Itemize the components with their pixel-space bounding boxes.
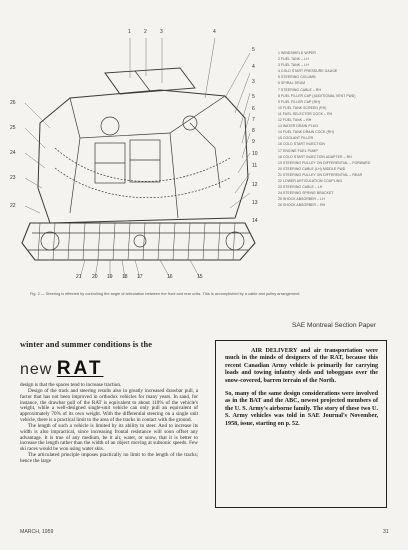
legend-item: 5 STEERING COLUMN [278,75,316,80]
vehicle-cutaway-illustration [10,28,270,283]
body-paragraph: design is that the spaces tend to increase traction. [20,382,122,388]
callout-number: 4 [252,64,255,70]
callout-number: 4 [213,29,216,35]
callout-number: 11 [252,163,258,169]
callout-number: 6 [252,106,255,112]
callout-number: 14 [252,218,258,224]
callout-number: 22 [10,203,16,209]
callout-number: 12 [252,182,258,188]
footer-date: MARCH, 1959 [20,529,54,535]
title-word-rat: RAT [56,358,104,379]
legend-item: 8 FUEL FILLER CAP (ADDITIONAL VENT FWD) [278,93,356,98]
legend-item: 18 COLD START INJECTION ADAPTER – RH [278,154,352,159]
callouts-top [10,28,270,40]
article-body [20,383,198,465]
legend-item: 2 FUEL TANK – LH [278,57,309,62]
article-title [20,358,103,380]
legend-item: 13 WATER DRAIN PLUG [278,124,319,129]
headline-kicker: winter and summer conditions is the [20,340,153,349]
legend-item: 17 ENGINE FUEL PUMP [278,148,318,153]
legend-item: 10 FUEL TANK SCREEN (RH) [278,105,327,110]
callout-number: 20 [92,274,98,280]
callout-number: 26 [10,100,16,106]
legend-item: 20 STEERING CABLE (LH) MIDDLE FWD [278,166,346,171]
legend-item: 6 SPIRAL DRUM [278,81,306,86]
sidebar-paragraph: AIR DELIVERY and air transportation were much in the minds of designers of the RAT, because this recent Canadian Army vehicle is primarily for carrying loads and towing infantry sleds and toboggans over the snow-covered, barren terrain of the North. [225,348,378,384]
callout-number: 3 [252,79,255,85]
sidebar-paragraph: So, many of the same design considerations were involved as in the BAT and the ABC, newest projected members of the U. S. Army's airborne family. The story of these two U. S. Army vehicles was told in SAE Journal's November, 1958, issue, starting on p. 52. [225,391,378,427]
callout-number: 5 [252,94,255,100]
callout-number: 24 [10,150,16,156]
legend-item: 14 FUEL TANK DRAIN COCK (RH) [278,130,335,135]
sae-section-tag: SAE Montreal Section Paper [292,322,376,329]
callout-number: 16 [167,274,173,280]
callouts-bottom [10,274,270,283]
legend-item: 24 STEERING SPRING BRACKET [278,191,334,196]
callout-number: 19 [107,274,113,280]
callout-number: 5 [252,47,255,53]
legend-item: 3 FUEL TANK – LH [278,63,309,68]
callout-number: 23 [10,175,16,181]
body-paragraph: The articulated principle imposes practically no limit to the length of the tracks; hence the large [20,452,198,464]
legend-item: 15 COOLANT FILLER [278,136,314,141]
legend-item: 23 STEERING CABLE – LH [278,185,323,190]
callout-number: 18 [122,274,128,280]
callout-number: 2 [144,29,147,35]
callout-number: 15 [197,274,203,280]
legend-item: 1 WINDSHIELD WIPER [278,51,316,55]
callout-number: 25 [10,125,16,131]
callout-number: 8 [252,128,255,134]
callout-number: 9 [252,139,255,145]
callouts-left [10,98,24,218]
parts-legend [278,50,400,208]
callout-number: 1 [128,29,131,35]
legend-item: 26 SHOCK ABSORBER – RH [278,203,326,208]
callout-number: 3 [160,29,163,35]
callout-number: 10 [252,151,258,157]
legend-item: 19 STEERING PULLEY ON DIFFERENTIAL – FORWARD [278,160,371,165]
figure-caption: Fig. 2 — Steering is effected by controlling the angle of articulation between the front and rear units. This is accomplished by a cable and pulley arrangement. [30,291,301,296]
callout-number: 17 [137,274,143,280]
legend-item: 4 COLD START PRESSURE GAUGE [278,69,338,74]
title-word-new: new [20,361,53,378]
vehicle-drawing [10,28,270,283]
body-paragraph: Design of the track and steering results also in greatly increased drawbar pull, a factor that has not been improved in orthodox vehicles for many years. In sand, for instance, the drawbar pull of the RAT is equivalent to about 110% of the vehicle's weight, while a well-designed single-unit vehicle can only pull an equivalent of approximately 70% of its own weight. With the differential steering on a single unit vehicle, there is a practical limit to the area of the tracks in contact with the ground. [20,387,198,424]
callout-number: 7 [252,117,255,123]
legend-item: 16 COLD START INJECTION [278,142,325,147]
callout-number: 13 [252,200,258,206]
legend-item: 11 FUEL SELECTOR COCK – RH [278,111,333,116]
legend-item: 12 FUEL TANK – RH [278,118,312,123]
legend-item: 22 LOWER ARTICULATION COUPLING [278,178,343,183]
body-paragraph: The length of such a vehicle is limited by its ability to steer. And to increase its width is also impractical, since increasing frontal resistance will soon offset any advantage. It is true of any medium, be it air, water, or snow, that it is better to increase the length rather than the width of an object moving at subsonic speeds. Few ski races would be won using water skis. [20,422,198,453]
legend-item: 25 SHOCK ABSORBER – LH [278,197,325,202]
legend-item: 21 STEERING PULLEY ON DIFFERENTIAL – REAR [278,172,363,177]
callouts-right [250,42,268,242]
legend-item: 7 STEERING CABLE – RH [278,87,321,92]
callout-number: 21 [76,274,82,280]
legend-item: 9 FUEL FILLER CAP (RH) [278,99,320,104]
sidebar-box [215,340,387,508]
page-number: 31 [383,529,389,535]
